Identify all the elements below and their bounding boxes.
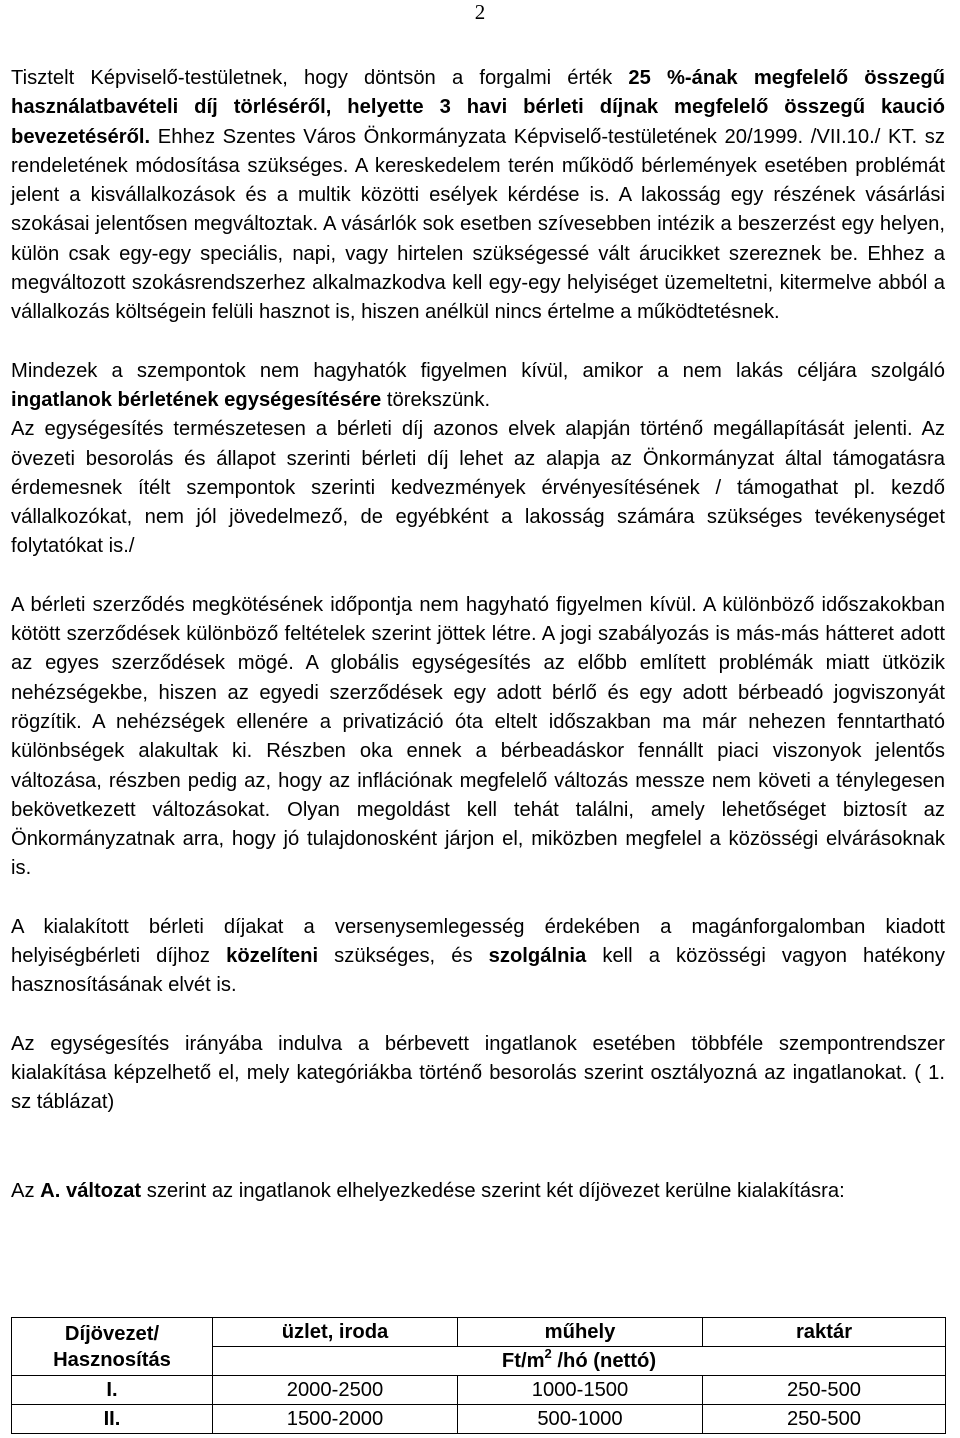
paragraph-contract-date: A bérleti szerződés megkötésének időpontja nem hagyható figyelmen kívül. A különböző időszakokban kötött szerződések különböző feltételek szerint jöttek létre. A jogi szabályozás is más-más hátteret adott az egyes szerződések mögé. A globális egységesítés az előbb említett problémák miatt ütközik nehézségekbe, hiszen az egyedi szerződések egy adott bérlő és egy adott bérbeadó jogviszonyát rögzítik. A nehézségek ellenére a privatizáció óta eltelt időszakban ma már nehezen fenntartható különbségek alakultak ki. Részben oka ennek a bérbeadáskor fennállt piaci viszonyok jelentős változása, részben pedig az, hogy az inflációnak megfelelő változás messze nem követi a ténylegesen bekövetkezett változásokat. Olyan megoldást kell tehát találni, amely lehetőséget biztosít az Önkormányzatnak arra, hogy jó tulajdonosként járjon el, miközben megfelel a közösségi elvárásoknak is.	[11, 593, 945, 880]
bold-text: 25 %-ának megfelelő összegű használatbavételi díj törléséről, helyette 3 havi bérleti díjnak megfelelő összegű kaució bevezetéséről.	[11, 67, 945, 148]
text-span: kell a közösségi vagyon hatékony hasznosításának elvét is.	[11, 945, 945, 997]
bold-text: A. változat	[40, 1179, 142, 1202]
table-row	[12, 1405, 946, 1434]
storage-fee-cell: 250-500	[703, 1405, 946, 1434]
workshop-fee-cell: 500-1000	[458, 1405, 703, 1434]
header-workshop: műhely	[458, 1318, 703, 1347]
zone-cell: II.	[12, 1405, 213, 1434]
text-span: szerint az ingatlanok elhelyezkedése szerint két díjövezet kerülne kialakításra:	[141, 1179, 845, 1202]
header-zone-label: Díjövezet/	[64, 1322, 160, 1345]
page-number: 2	[474, 0, 486, 24]
text-span: Az	[11, 1179, 41, 1202]
text-span: szükséges, és	[318, 945, 489, 968]
paragraph-considerations	[11, 357, 945, 416]
bold-text: közelíteni	[226, 945, 319, 968]
header-storage: raktár	[703, 1318, 946, 1347]
unit-exponent: 2	[544, 1346, 552, 1361]
paragraph-market-fees	[11, 913, 945, 1001]
text-span: Tisztelt Képviselő-testületnek, hogy döntsön a forgalmi érték	[11, 67, 629, 89]
unit-text: Ft/m	[501, 1350, 545, 1372]
paragraph-proposal	[11, 64, 945, 328]
paragraph-variant-a	[11, 1177, 945, 1206]
paragraph-unification: Az egységesítés természetesen a bérleti díj azonos elvek alapján történő megállapítását jelenti. Az övezeti besorolás és állapot szerinti bérleti díj lehet az alapja az Önkormányzat által támogatásra érdemesnek ítélt szempontok szerinti kedvezmények érvényesítésének / támogathat pl. kezdő vállalkozókat, nem jól jövedelmező, de egyébként a lakosság számára szükséges tevékenységet folytatókat is./	[11, 418, 945, 558]
header-usage-label: Hasznosítás	[53, 1348, 171, 1371]
text-span: Ehhez Szentes Város Önkormányzata Képviselő-testületének 20/1999. /VII.10./ KT. sz rendeletének módosítása szükséges. A kereskedelem terén működő bérlemények esetében problémát jelent a kisvállalkozások és a multik közötti esélyek kérdése is. A lakosság egy részének vásárlási szokásai jelentősen megváltoztak. A vásárlók sok esetben szívesebben intézik a beszerzést egy helyen, külön csak egy-egy speciális, napi, vagy hirtelen szükségessé vált árucikket szereznek be. Ehhez a megváltozott szokásrendszerhez alkalmazkodva kell egy-egy helyiséget üzemeltetni, kitermelve abból a vállalkozás költségein felüli hasznot is, hiszen anélkül nincs értelme a működtetésnek.	[11, 125, 945, 324]
text-span: törekszünk.	[381, 388, 491, 411]
paragraph-classification: Az egységesítés irányába indulva a bérbevett ingatlanok esetében többféle szempontrendszer kialakítása képzelhető el, mely kategóriákba történő besorolás szerint osztályozná az ingatlanokat. ( 1. sz táblázat)	[11, 1032, 945, 1114]
header-shop-office: üzlet, iroda	[213, 1318, 458, 1347]
shop-fee-cell: 1500-2000	[213, 1405, 458, 1434]
bold-text: ingatlanok bérletének egységesítésére	[11, 388, 382, 411]
zone-cell: I.	[12, 1376, 213, 1405]
workshop-fee-cell: 1000-1500	[458, 1376, 703, 1405]
document-body	[11, 64, 945, 1206]
text-span: A kialakított bérleti díjakat a versenysemlegesség érdekében a magánforgalomban kiadott helyiségbérleti díjhoz	[11, 915, 945, 968]
storage-fee-cell: 250-500	[703, 1376, 946, 1405]
header-zone-usage	[12, 1318, 213, 1376]
shop-fee-cell: 2000-2500	[213, 1376, 458, 1405]
header-unit	[213, 1347, 946, 1376]
text-span: Mindezek a szempontok nem hagyhatók figyelmen kívül, amikor a nem lakás céljára szolgáló	[11, 359, 945, 382]
bold-text: szolgálnia	[488, 945, 587, 968]
fee-zone-table	[11, 1317, 946, 1434]
unit-text: /hó (nettó)	[551, 1350, 657, 1372]
table-header-row	[12, 1318, 946, 1347]
table-row	[12, 1376, 946, 1405]
